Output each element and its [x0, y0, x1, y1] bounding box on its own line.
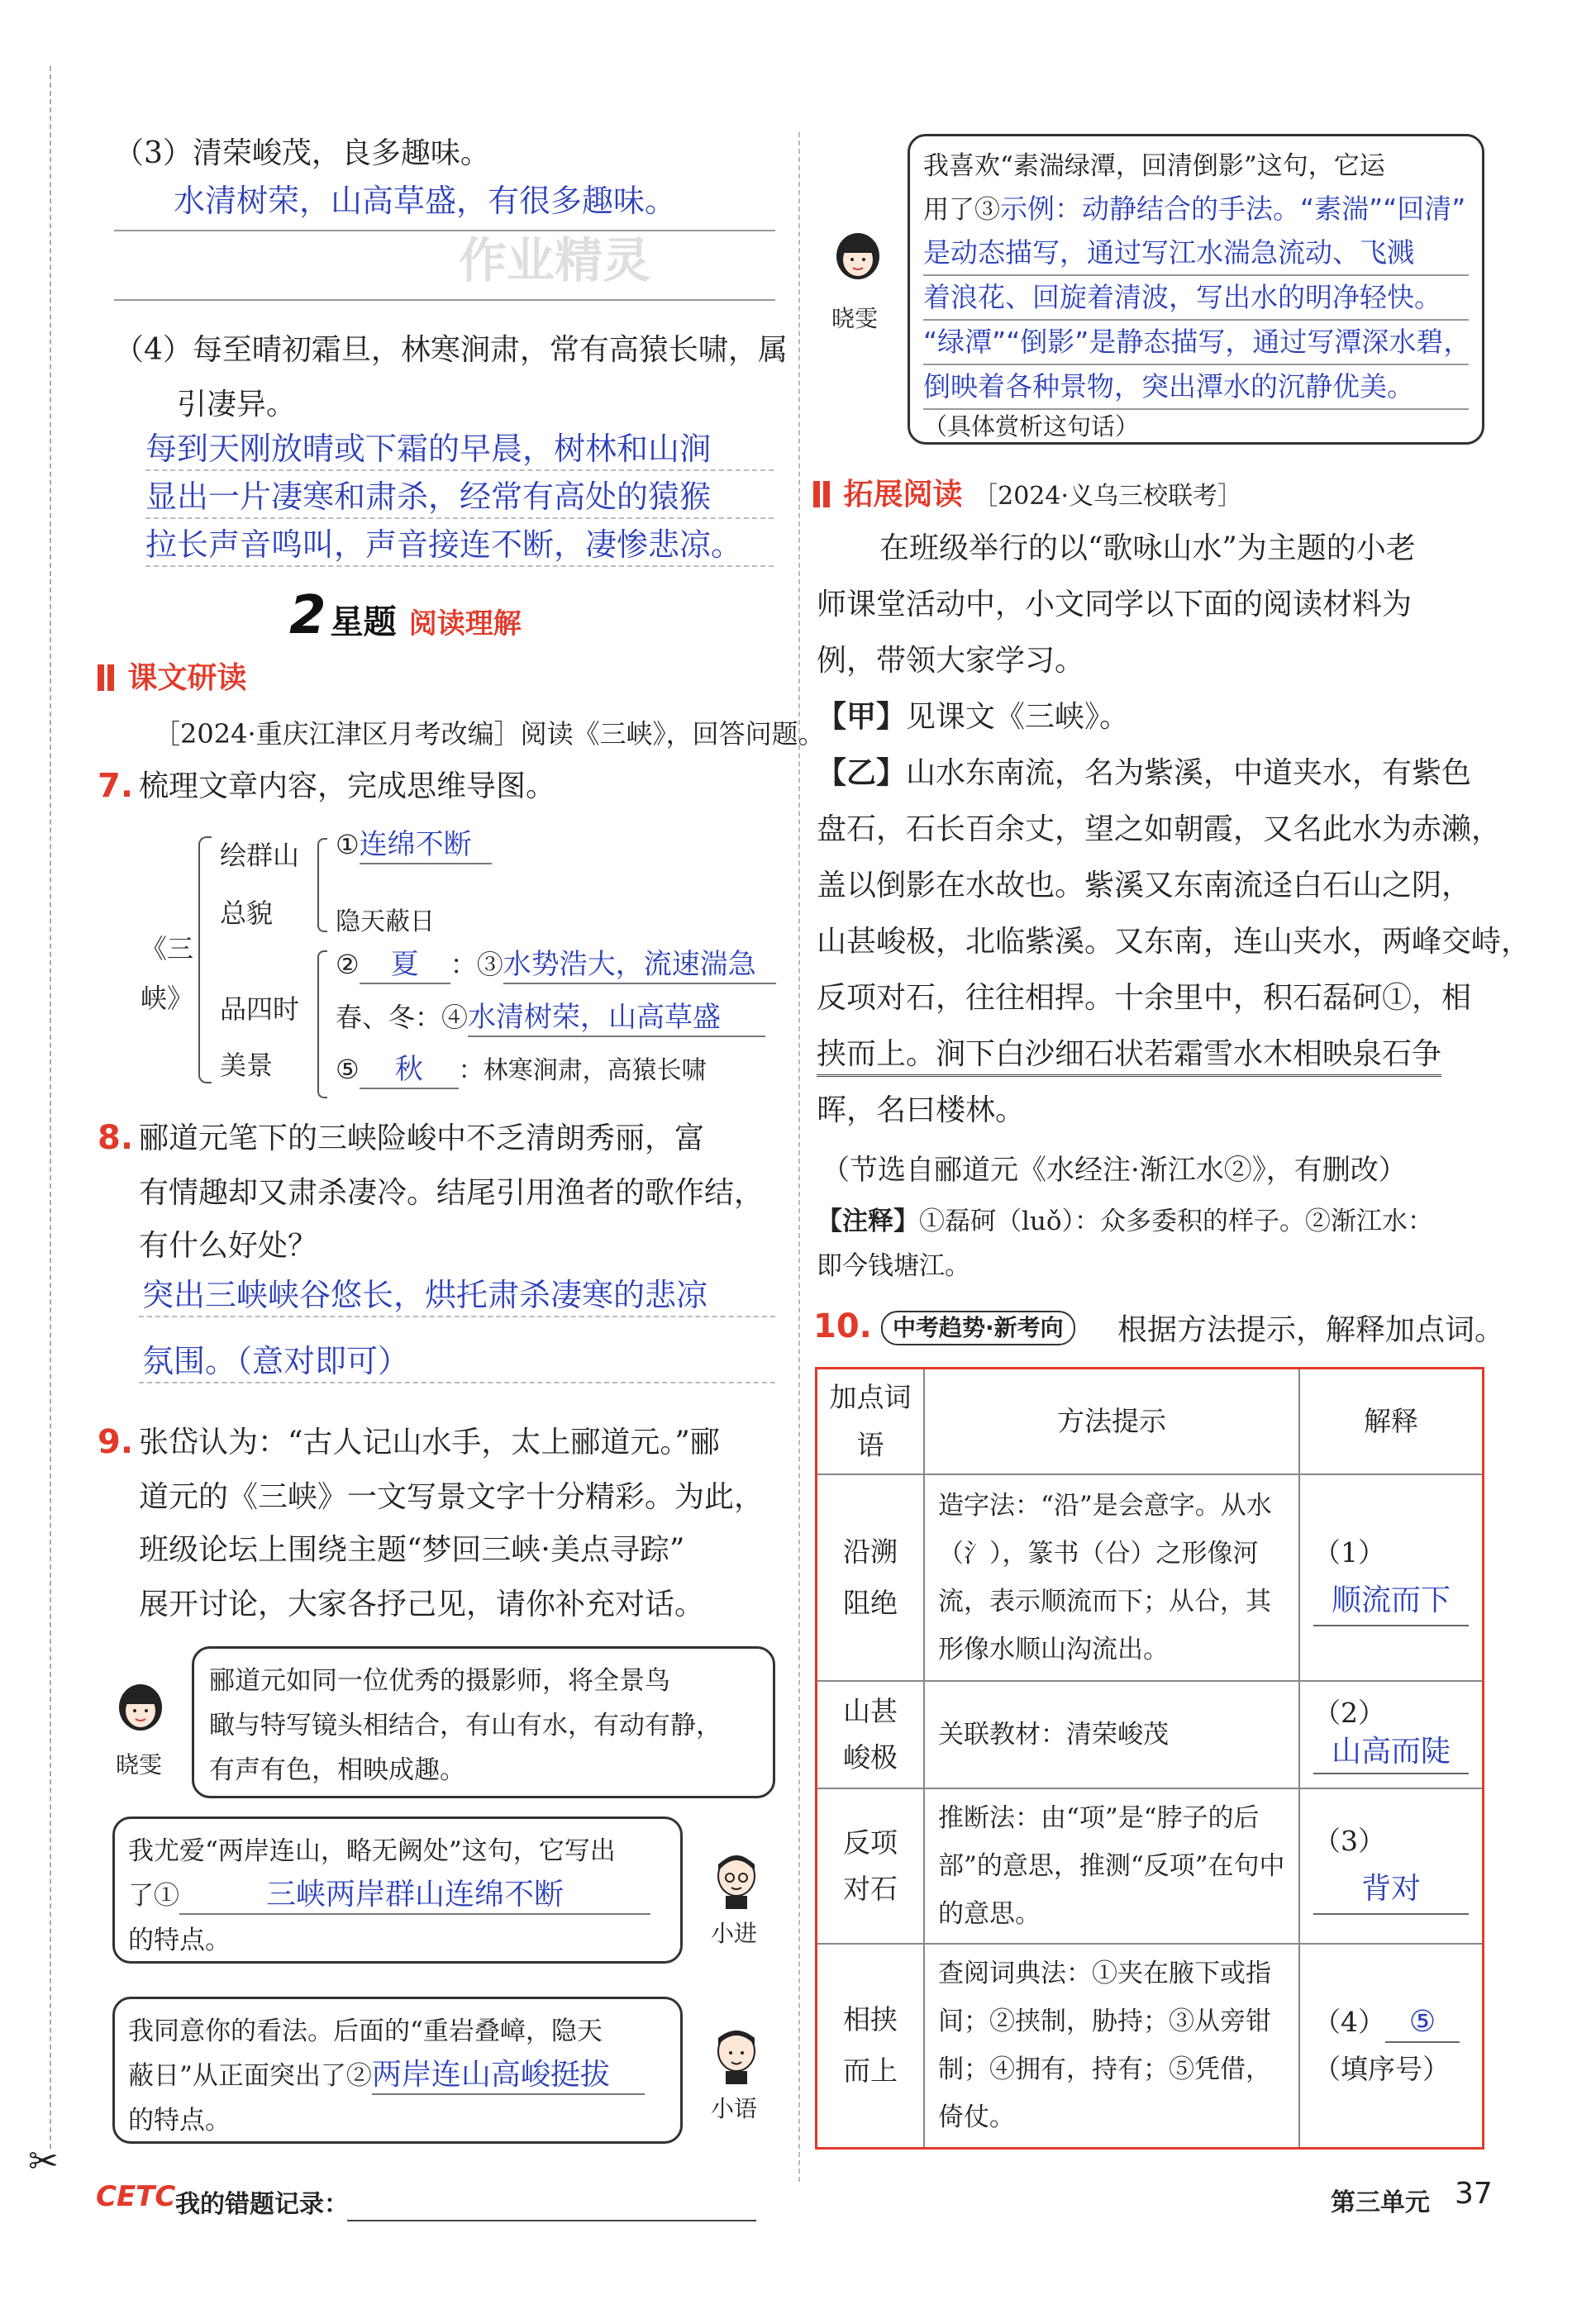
bubble2-pre: 了① — [128, 1881, 179, 1911]
bubble1-line1: 郦道元如同一位优秀的摄影师，将全景鸟 — [209, 1666, 670, 1696]
jia-line — [817, 698, 1129, 737]
note-line-1 — [817, 1203, 1433, 1240]
table-row — [817, 1788, 1484, 1944]
intro-3: 例，带领大家学习。 — [817, 644, 1085, 678]
item3-answer2: 水势浩大，流速湍急 — [503, 946, 776, 984]
bubble-top-line2 — [923, 188, 1469, 231]
watermark: 作业精灵 — [459, 232, 651, 288]
q4-answer-2: 显出一片凄寒和肃杀，经常有高处的猿猴 — [145, 479, 712, 515]
table-header: 方法提示 — [924, 1369, 1299, 1474]
hint-cell: 造字法：“沿”是会意字。从水（氵），篆书（㕣）之形像河流，表示顺流而下；从㕣，其形像水顺山沟流出。 — [924, 1474, 1299, 1681]
yi-line-5: 反项对石，往往相捍。十余里中，积石磊砢①，相 — [817, 981, 1472, 1015]
bubble-top-line1: 我喜欢“素湍绿潭，回清倒影”这句，它运 — [923, 151, 1385, 181]
word-4a: 相挟 — [843, 2003, 898, 2036]
word-1b: 阻绝 — [843, 1586, 898, 1619]
bubble2-answer: 三峡两岸群山连绵不断 — [179, 1877, 650, 1915]
banner-star-label: 星题 — [330, 603, 397, 641]
avatar-xiaowen — [109, 1676, 172, 1745]
footer-record-line — [347, 2220, 756, 2221]
jia-label: 【甲】 — [817, 700, 907, 734]
answer-cell — [1299, 1788, 1484, 1944]
ans-2: 山高而陡 — [1313, 1731, 1469, 1774]
word-2a: 山甚 — [843, 1694, 898, 1727]
section-title-text-right: 拓展阅读 — [843, 478, 963, 512]
section-title-text: 课文研读 — [127, 661, 247, 695]
bubble-top-note: （具体赏析这句话） — [923, 412, 1140, 440]
q4-prompt-2: 引凄异。 — [177, 388, 297, 421]
q8-answer-1: 突出三峡峡谷悠长，烘托肃杀凄寒的悲凉 — [142, 1277, 708, 1313]
name-xiaowen-right: 晓雯 — [831, 305, 879, 332]
word-1a: 沿溯 — [843, 1535, 898, 1568]
column-divider — [798, 132, 800, 2182]
ans-1: 顺流而下 — [1313, 1577, 1469, 1626]
q4-line3 — [145, 565, 774, 567]
ans-note-4: （填序号） — [1313, 2053, 1450, 2086]
item4-pre: 春、冬：④ — [336, 1002, 469, 1033]
q7-number: 7. — [98, 767, 134, 805]
ans-num-4: （4） — [1313, 2006, 1385, 2039]
word-2b: 峻极 — [843, 1740, 898, 1774]
bubble3-line1: 我同意你的看法。后面的“重岩叠嶂，隐天 — [128, 2016, 603, 2046]
bubble2-line1: 我尤爱“两岸连山，略无阙处”这句，它写出 — [128, 1836, 616, 1866]
jia-text: 见课文《三峡》。 — [906, 700, 1130, 734]
mindmap-item1 — [336, 826, 492, 864]
note-text-1: ①磊砢（luǒ）：众多委积的样子。②渐江水： — [919, 1207, 1434, 1236]
table-header — [817, 1369, 925, 1474]
mindmap-b3: 品四时 — [220, 993, 300, 1025]
q8-text-1: 郦道元笔下的三峡险峻中不乏清朗秀丽，富 — [139, 1121, 705, 1155]
table-row — [817, 1474, 1484, 1681]
bubble-top-answer-4: “绿潭”“倒影”是静态描写，通过写潭深水碧， — [923, 321, 1469, 365]
avatar-xiaoyu — [707, 2023, 765, 2089]
bubble-top-answer-2: 是动态描写，通过写江水湍急流动、飞溅 — [923, 231, 1469, 276]
bubble-xiaowen-top — [908, 134, 1484, 445]
q9-number: 9. — [98, 1423, 134, 1461]
section-bar — [813, 481, 820, 507]
item1-answer: 连绵不断 — [360, 826, 492, 864]
q4-line1 — [145, 469, 774, 471]
q9-text-4: 展开讨论，大家各抒己见，请你补充对话。 — [139, 1588, 705, 1621]
q10-text: 根据方法提示，解释加点词。 — [1117, 1313, 1505, 1347]
q8-text-3: 有什么好处？ — [139, 1229, 318, 1263]
q10-number: 10. — [813, 1307, 872, 1345]
mindmap-b1: 绘群山 — [220, 840, 300, 871]
answer-cell — [1299, 1474, 1484, 1681]
q4-answer-3: 拉长声音鸣叫，声音接连不断，凄惨悲凉。 — [145, 526, 743, 563]
mindmap-b2: 总貌 — [220, 898, 274, 929]
ans-num-3: （3） — [1313, 1824, 1385, 1857]
mindmap-item4 — [336, 997, 765, 1037]
q4-line2 — [145, 517, 774, 519]
section-title-left — [98, 655, 247, 697]
q3-line1 — [114, 230, 775, 231]
q8-number: 8. — [98, 1119, 134, 1157]
yi-source: （节选自郦道元《水经注·渐江水②》，有删改） — [822, 1154, 1407, 1187]
q10-tag: 中考趋势·新考向 — [881, 1311, 1075, 1345]
bubble-top-answer-5: 倒映着各种景物，突出潭水的沉静优美。 — [923, 365, 1469, 410]
word-cell — [817, 1788, 925, 1944]
q3-line2 — [114, 299, 775, 301]
yi-line-2: 盘石，石长百余丈，望之如朝霞，又名此水为赤濑， — [817, 812, 1502, 846]
q7-text: 梳理文章内容，完成思维导图。 — [139, 769, 556, 803]
bubble1-line2: 瞰与特写镜头相结合，有山有水，有动有静， — [209, 1711, 722, 1740]
bubble3-answer: 两岸连山高峻挺拔 — [372, 2057, 645, 2095]
girl-avatar-icon — [827, 225, 889, 291]
footer-unit: 第三单元 — [1331, 2188, 1430, 2217]
bubble-top-pre: 用了③ — [923, 195, 1000, 225]
banner-type-label: 阅读理解 — [408, 607, 522, 640]
table-row — [817, 1944, 1484, 2149]
mindmap-b4: 美景 — [220, 1050, 274, 1081]
scissors-icon: ✂ — [28, 2140, 59, 2183]
answer-cell — [1299, 1944, 1484, 2149]
hint-cell: 关联教材：清荣峻茂 — [924, 1681, 1299, 1788]
mindmap-root-l1: 《三 — [141, 933, 194, 964]
hint-cell: 推断法：由“项”是“脖子的后部”的意思，推测“反项”在句中的意思。 — [924, 1788, 1299, 1944]
mindmap-item5 — [336, 1050, 707, 1089]
bubble2-line3: 的特点。 — [128, 1926, 231, 1955]
avatar-xiaowen-right — [827, 225, 889, 294]
word-cell — [817, 1681, 925, 1788]
section-bar — [823, 481, 830, 507]
bubble3-line3: 的特点。 — [128, 2106, 231, 2135]
intro-1: 在班级举行的以“歌咏山水”为主题的小老 — [879, 531, 1416, 565]
mindmap — [141, 826, 802, 1099]
item1-num: ① — [336, 829, 360, 860]
yi-line-1 — [817, 754, 1471, 793]
word-3a: 反项 — [843, 1826, 898, 1859]
note-label: 【注释】 — [817, 1207, 919, 1236]
bubble-top-answer-3: 着浪花、回旋着清波，写出水的明净轻快。 — [923, 276, 1469, 321]
cut-line — [50, 66, 51, 2149]
mindmap-root — [141, 924, 193, 1023]
note-line-2: 即今钱塘江。 — [817, 1251, 970, 1281]
mindmap-root-l2: 峡》 — [141, 983, 194, 1014]
item5-num: ⑤ — [336, 1054, 360, 1085]
yi-text-1: 山水东南流，名为紫溪，中道夹水，有紫色 — [906, 756, 1472, 790]
mindmap-item3 — [336, 944, 776, 984]
yi-line-4: 山甚峻极，北临紫溪。又东南，连山夹水，两峰交峙， — [817, 925, 1532, 959]
section-bar — [107, 664, 114, 691]
section-source-right: ［2024·义乌三校联考］ — [973, 482, 1242, 511]
table-header: 解释 — [1299, 1369, 1484, 1474]
q4-prompt-1: （4）每至晴初霜旦，林寒涧肃，常有高猿长啸，属 — [114, 333, 788, 367]
footer-record-label: 我的错题记录： — [175, 2190, 349, 2219]
banner-number: 2 — [289, 585, 326, 646]
name-xiaowen: 晓雯 — [116, 1751, 163, 1778]
ans-num-1: （1） — [1313, 1536, 1385, 1569]
bubble-xiaoyu — [112, 1997, 683, 2144]
ans-3: 背对 — [1313, 1865, 1469, 1915]
section-bar — [98, 664, 104, 691]
hint-cell: 查阅词典法：①夹在腋下或指间；②挟制，胁持；③从旁钳制；④拥有，持有；⑤凭借，倚仗。 — [924, 1944, 1299, 2149]
q8-line1 — [139, 1316, 775, 1317]
source-note: ［2024·重庆江津区月考改编］阅读《三峡》，回答问题。 — [154, 718, 825, 750]
word-3b: 对石 — [843, 1872, 898, 1905]
bubble3-pre: 蔽日”从正面突出了② — [128, 2061, 372, 2091]
item3-num: ② — [336, 949, 360, 980]
q8-answer-2: 氛围。（意对即可） — [142, 1343, 410, 1379]
boy-avatar-icon — [707, 1848, 765, 1911]
yi-label: 【乙】 — [817, 756, 907, 790]
bubble-xiaowen — [192, 1646, 775, 1798]
mindmap-item2: 隐天蔽日 — [336, 907, 435, 936]
q3-prompt: （3）清荣峻茂，良多趣味。 — [114, 136, 490, 170]
bubble3-line2 — [128, 2054, 667, 2098]
bubble-xiaojin — [112, 1816, 683, 1964]
q8-line2 — [139, 1382, 775, 1383]
method-table — [815, 1367, 1484, 2150]
q9-text-1: 张岱认为：“古人记山水手，太上郦道元。”郦 — [139, 1426, 720, 1459]
bubble1-line3: 有声有色，相映成趣。 — [209, 1755, 465, 1785]
answer-cell — [1299, 1681, 1484, 1788]
mindmap-brace-2 — [317, 950, 327, 1098]
word-4b: 而上 — [843, 2055, 898, 2088]
footer-logo: CETC — [96, 2180, 176, 2213]
table-row — [817, 1681, 1484, 1788]
boy-avatar-icon — [707, 2023, 765, 2086]
ans-4: ⑤ — [1385, 2003, 1460, 2043]
bubble-top-answer-1: 示例：动静结合的手法。“素湍”“回清” — [1000, 193, 1466, 225]
yi-line-6: 挟而上。涧下白沙细石状若霜雪水木相映泉石争 — [817, 1035, 1441, 1077]
mindmap-brace-1 — [317, 838, 327, 932]
q8-text-2: 有情趣却又肃杀凄冷。结尾引用渔者的歌作结， — [139, 1176, 765, 1210]
q9-text-2: 道元的《三峡》一文写景文字十分精彩。为此， — [139, 1480, 765, 1514]
q9-text-3: 班级论坛上围绕主题“梦回三峡·美点寻踪” — [139, 1533, 685, 1567]
yi-line-7: 晖，名曰楼林。 — [817, 1093, 1026, 1127]
mindmap-brace-main — [198, 836, 212, 1083]
bubble2-line2 — [128, 1874, 667, 1918]
item5-answer: 秋 — [360, 1051, 459, 1089]
name-xiaojin: 小进 — [711, 1920, 758, 1947]
page-number: 37 — [1455, 2177, 1493, 2211]
header-word: 加点词语 — [829, 1380, 912, 1461]
word-cell — [817, 1944, 925, 2149]
word-cell — [817, 1474, 925, 1681]
item3-sep: ：③ — [450, 949, 503, 980]
item5-post: ：林寒涧肃，高猿长啸 — [458, 1056, 707, 1085]
item3-answer: 夏 — [360, 946, 450, 984]
ans-row-4 — [1313, 1998, 1469, 2046]
yi-line-3: 盖以倒影在水故也。紫溪又东南流迳白石山之阴， — [817, 869, 1472, 902]
table-header-row — [817, 1369, 1484, 1474]
item4-answer: 水清树荣，山高草盛 — [468, 999, 765, 1037]
star-banner — [289, 585, 522, 646]
q4-answer-1: 每到天刚放晴或下霜的早晨，树林和山涧 — [145, 431, 712, 467]
ans-num-2: （2） — [1313, 1696, 1385, 1729]
avatar-xiaojin — [707, 1848, 765, 1914]
section-title-right — [813, 471, 1242, 513]
q3-answer: 水清树荣，山高草盛，有很多趣味。 — [174, 183, 677, 219]
intro-2: 师课堂活动中，小文同学以下面的阅读材料为 — [817, 588, 1413, 621]
girl-avatar-icon — [109, 1676, 172, 1742]
name-xiaoyu: 小语 — [711, 2095, 758, 2122]
